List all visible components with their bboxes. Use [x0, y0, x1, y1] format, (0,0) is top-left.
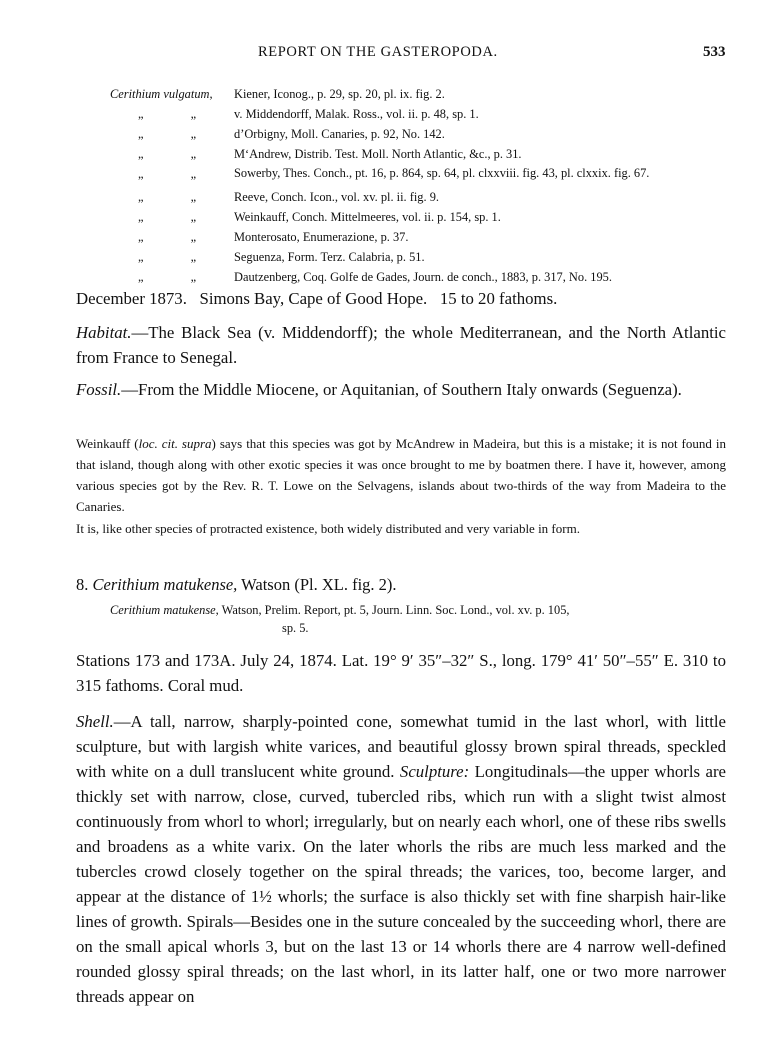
synonymy-row	[110, 207, 730, 227]
running-head: REPORT ON THE GASTEROPODA.	[258, 44, 498, 60]
species-synonymy-ref: Watson, Prelim. Report, pt. 5, Journ. Linn. Soc. Lond., vol. xv. p. 105,	[221, 603, 570, 617]
synonymy-ditto: „ „	[138, 210, 197, 224]
note-paragraph: Weinkauff (loc. cit. supra) says that this species was got by McAndrew in Madeira, but this is a mistake; it is not found in that island, though along with other exotic species it was once brought to me by boatmen there. I have it, however, among various species got by the Rev. R. T. Lowe on the Selvagens, islands about two-thirds of the way from Madeira to the Canaries.	[76, 436, 726, 514]
page-number: 533	[703, 44, 726, 60]
sculpture-label: Sculpture:	[399, 762, 470, 781]
synonymy-ref: Seguenza, Form. Terz. Calabria, p. 51.	[234, 250, 425, 264]
habitat-paragraph	[76, 320, 726, 370]
page-header	[0, 44, 776, 68]
fossil-text: —From the Middle Miocene, or Aquitanian, of Southern Italy onwards (Seguenza).	[121, 380, 682, 399]
synonymy-ref: v. Middendorff, Malak. Ross., vol. ii. p. 48, sp. 1.	[234, 107, 479, 121]
species-synonymy-line	[110, 601, 726, 619]
synonymy-ditto: „ „	[138, 230, 197, 244]
species-name: Cerithium matukense,	[92, 575, 238, 594]
synonymy-ditto: „ „	[138, 167, 197, 181]
note-citation: loc. cit. supra	[138, 436, 212, 451]
synonymy-row	[110, 144, 730, 164]
station-line: December 1873. Simons Bay, Cape of Good Hope. 15 to 20 fathoms.	[76, 289, 558, 308]
synonymy-row	[110, 84, 730, 104]
species-synonymy-name: Cerithium matukense,	[110, 603, 219, 617]
shell-text-2: Longitudinals—the upper whorls are thickly set with narrow, close, curved, tubercled ribs, which run with a slight twist almost continuously from whorl to whorl; irregularly, but on nearly each whorl, one of these ribs swells and broadens as a white varix. On the later whorls the ribs are much less marked and the tubercles crowd closely together on the spiral threads; the varices, too, become larger, and appear at the distance of 1½ whorls; the surface is also thickly set with fine sharpish hair-like lines of growth. Spirals—Besides one in the suture concealed by the succeeding whorl, there are on the small apical whorls 3, but on the last 13 or 14 whorls there are 4 narrow well-defined rounded glossy spiral threads; on the last whorl, in its latter half, one or two more narrower threads appear on	[76, 762, 726, 1006]
note-paragraph-2	[76, 518, 726, 539]
synonymy-name: Cerithium vulgatum,	[110, 87, 213, 101]
synonymy-ref: Reeve, Conch. Icon., vol. xv. pl. ii. fig. 9.	[234, 190, 439, 204]
synonymy-ditto: „ „	[138, 127, 197, 141]
species-authority: Watson (Pl. XL. fig. 2).	[241, 575, 397, 594]
note-author: Weinkauff	[76, 436, 131, 451]
synonymy-row	[110, 227, 730, 247]
fossil-label: Fossil.	[76, 380, 122, 399]
shell-paragraph	[76, 709, 726, 1009]
species-synonymy	[110, 601, 726, 637]
synonymy-ditto: „ „	[138, 190, 197, 204]
stations-paragraph: Stations 173 and 173A. July 24, 1874. Lat. 19° 9′ 35″–32″ S., long. 179° 41′ 50″–55″ E. 310 to 315 fathoms. Coral mud.	[76, 651, 726, 695]
synonymy-ref: Monterosato, Enumerazione, p. 37.	[234, 230, 409, 244]
species-synonymy-cont: sp. 5.	[282, 621, 309, 635]
synonymy-ref: Kiener, Iconog., p. 29, sp. 20, pl. ix. fig. 2.	[234, 87, 445, 101]
synonymy-row	[110, 247, 730, 267]
synonymy-row	[110, 104, 730, 124]
synonymy-ditto: „ „	[138, 270, 197, 284]
habitat-text: —The Black Sea (v. Middendorff); the whole Mediterranean, and the North Atlantic from France to Senegal.	[76, 323, 726, 367]
species-heading	[76, 575, 397, 595]
note-text-2: It is, like other species of protracted existence, both widely distributed and very variable in form.	[76, 521, 580, 536]
shell-label: Shell.	[76, 712, 114, 731]
synonymy-ditto: „ „	[138, 250, 197, 264]
synonymy-ref: d’Orbigny, Moll. Canaries, p. 92, No. 142.	[234, 127, 445, 141]
synonymy-row	[110, 187, 730, 207]
synonymy-ditto: „ „	[138, 147, 197, 161]
synonymy-ref: M‘Andrew, Distrib. Test. Moll. North Atlantic, &c., p. 31.	[234, 147, 522, 161]
shell-text-1: —A tall, narrow, sharply-pointed cone, somewhat tumid in the last whorl, with little sculpture, but with largish white varices, and beautiful glossy brown spiral threads, speckled with white on a dull translucent white ground.	[76, 712, 726, 781]
synonymy-row	[110, 164, 730, 184]
species-number: 8.	[76, 575, 89, 594]
synonymy-ditto: „ „	[138, 107, 197, 121]
synonymy-row	[110, 267, 730, 287]
synonymy-list	[110, 84, 730, 287]
habitat-label: Habitat.	[76, 323, 132, 342]
synonymy-row	[110, 124, 730, 144]
synonymy-ref: Dautzenberg, Coq. Golfe de Gades, Journ. de conch., 1883, p. 317, No. 195.	[234, 270, 612, 284]
fossil-paragraph	[76, 377, 726, 402]
note-text: says that this species was got by McAndrew in Madeira, but this is a mistake; it is not found in that island, though along with other exotic species it was once brought to me by boatmen there. I have it, however, among various species got by the Rev. R. T. Lowe on the Selvagens, islands about two-thirds of the way from Madeira to the Canaries.	[76, 436, 726, 514]
synonymy-ref: Sowerby, Thes. Conch., pt. 16, p. 864, sp. 64, pl. clxxviii. fig. 43, pl. clxxix. fig. 67.	[234, 166, 650, 180]
synonymy-ref: Weinkauff, Conch. Mittelmeeres, vol. ii. p. 154, sp. 1.	[234, 210, 501, 224]
